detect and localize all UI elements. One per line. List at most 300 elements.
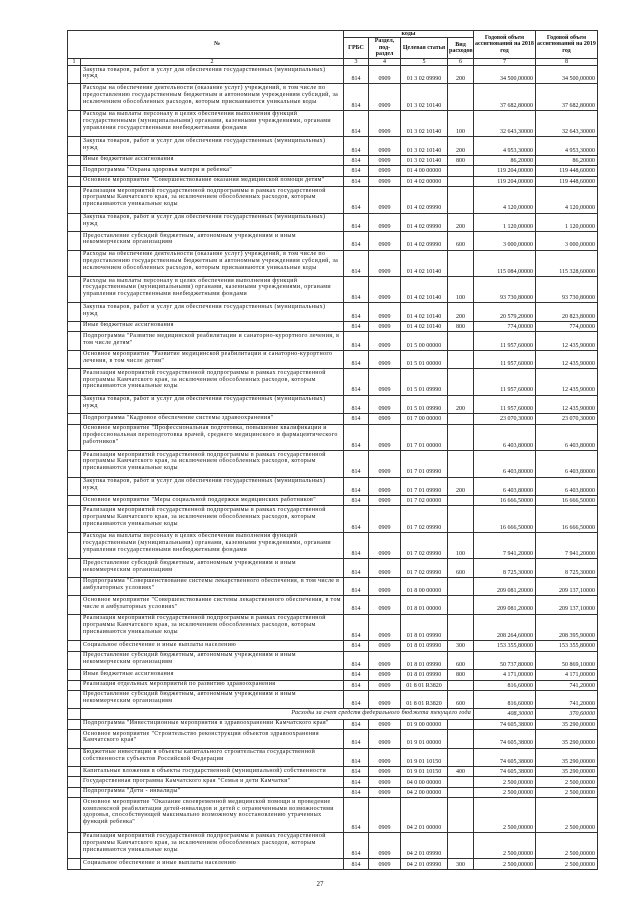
target-item-cell: 01 8 01 09990 bbox=[401, 614, 448, 640]
expense-type-cell bbox=[448, 166, 474, 176]
item-name-cell: Реализация мероприятий государственной подпрограммы в рамках государственной программы Камчатского края, за исключением обособленных расходов, которым присваиваются уникальные коды bbox=[81, 832, 344, 858]
amount-2019-cell: 86,20000 bbox=[536, 155, 598, 165]
section-cell: 0909 bbox=[369, 232, 401, 250]
amount-2018-cell: 209 081,20000 bbox=[474, 596, 536, 614]
row-number-cell bbox=[68, 477, 81, 495]
expense-type-cell: 200 bbox=[448, 137, 474, 155]
row-number-cell bbox=[68, 798, 81, 833]
amount-2018-cell: 50 737,80000 bbox=[474, 651, 536, 669]
amount-2018-cell: 6 403,80000 bbox=[474, 424, 536, 450]
row-number-cell bbox=[68, 787, 81, 797]
page-number: 27 bbox=[316, 880, 324, 888]
section-cell: 0909 bbox=[369, 730, 401, 748]
table-row bbox=[68, 369, 598, 395]
grbs-cell: 814 bbox=[344, 767, 369, 777]
amount-2019-cell: 6 403,80000 bbox=[536, 451, 598, 477]
expense-type-cell bbox=[448, 506, 474, 532]
grbs-cell: 814 bbox=[344, 84, 369, 110]
amount-2018-cell: 74 605,38000 bbox=[474, 748, 536, 766]
grbs-cell: 814 bbox=[344, 232, 369, 250]
grbs-cell: 814 bbox=[344, 832, 369, 858]
amount-2019-cell: 12 435,90000 bbox=[536, 350, 598, 368]
amount-2019-cell: 35 290,00000 bbox=[536, 730, 598, 748]
amount-2019-cell: 6 403,80000 bbox=[536, 424, 598, 450]
grbs-cell: 814 bbox=[344, 477, 369, 495]
target-item-cell: 01 9 01 10150 bbox=[401, 767, 448, 777]
row-number-cell bbox=[68, 532, 81, 558]
item-name-cell: Подпрограмма "Инвестиционные мероприятия в здравоохранении Камчатского края" bbox=[81, 719, 344, 729]
amount-2018-cell: 408,30000 bbox=[474, 709, 536, 719]
amount-2019-cell: 35 290,00000 bbox=[536, 719, 598, 729]
target-item-cell: 01 5 01 00000 bbox=[401, 350, 448, 368]
row-number-cell bbox=[68, 559, 81, 577]
expense-type-cell: 600 bbox=[448, 232, 474, 250]
expense-type-cell: 200 bbox=[448, 395, 474, 413]
table-row bbox=[68, 232, 598, 250]
expense-type-cell bbox=[448, 777, 474, 787]
item-name-cell: Основное мероприятие "Развитие медицинской реабилитации и санаторно-курортного лечения, в том числе детям" bbox=[81, 350, 344, 368]
item-name-cell: Иные бюджетные ассигнования bbox=[81, 670, 344, 680]
expense-type-cell bbox=[448, 596, 474, 614]
amount-2018-cell: 16 666,50000 bbox=[474, 506, 536, 532]
amount-2018-cell: 115 084,00000 bbox=[474, 250, 536, 276]
column-number: 2 bbox=[81, 58, 344, 65]
section-cell: 0909 bbox=[369, 532, 401, 558]
table-header bbox=[67, 30, 598, 66]
section-cell: 0909 bbox=[369, 559, 401, 577]
expense-type-cell bbox=[448, 832, 474, 858]
target-item-cell: 01 4 00 00000 bbox=[401, 166, 448, 176]
amount-2018-cell: 2 500,00000 bbox=[474, 787, 536, 797]
target-item-cell: 01 7 02 00000 bbox=[401, 496, 448, 506]
section-cell: 0909 bbox=[369, 832, 401, 858]
item-name-cell: Подпрограмма "Развитие медицинской реабилитации и санаторно-курортного лечения, в том числе детям" bbox=[81, 332, 344, 350]
row-number-cell bbox=[68, 651, 81, 669]
expense-type-cell bbox=[448, 84, 474, 110]
item-name-cell: Закупка товаров, работ и услуг для обеспечения государственных (муниципальных) нужд bbox=[81, 477, 344, 495]
expense-type-cell: 200 bbox=[448, 477, 474, 495]
amount-2019-cell: 1 120,00000 bbox=[536, 213, 598, 231]
row-number-cell bbox=[68, 250, 81, 276]
grbs-cell: 814 bbox=[344, 369, 369, 395]
section-cell: 0909 bbox=[369, 66, 401, 84]
grbs-cell: 814 bbox=[344, 496, 369, 506]
row-number-cell bbox=[68, 176, 81, 186]
table-row bbox=[68, 577, 598, 595]
amount-2019-cell: 208 395,90000 bbox=[536, 614, 598, 640]
row-number-cell bbox=[68, 832, 81, 858]
grbs-cell: 814 bbox=[344, 651, 369, 669]
amount-2019-cell: 6 403,80000 bbox=[536, 477, 598, 495]
expense-type-cell: 800 bbox=[448, 670, 474, 680]
item-name-cell: Подпрограмма "Охрана здоровья матери и ребенка" bbox=[81, 166, 344, 176]
expense-type-cell bbox=[448, 496, 474, 506]
amount-2018-cell: 4 171,00000 bbox=[474, 670, 536, 680]
grbs-cell: 814 bbox=[344, 614, 369, 640]
section-cell: 0909 bbox=[369, 748, 401, 766]
item-name-cell: Реализация мероприятий государственной подпрограммы в рамках государственной программы Камчатского края, за исключением обособленных расходов, которым присваиваются уникальные коды bbox=[81, 451, 344, 477]
amount-2018-cell: 1 120,00000 bbox=[474, 213, 536, 231]
row-number-cell bbox=[68, 350, 81, 368]
amount-2018-cell: 208 264,60000 bbox=[474, 614, 536, 640]
target-item-cell: 01 7 02 09990 bbox=[401, 506, 448, 532]
expense-type-cell bbox=[448, 787, 474, 797]
header-target-item: Целевая статья bbox=[401, 38, 448, 58]
expense-type-cell bbox=[448, 176, 474, 186]
section-cell: 0909 bbox=[369, 176, 401, 186]
amount-2019-cell: 119 448,60000 bbox=[536, 166, 598, 176]
expense-type-cell bbox=[448, 332, 474, 350]
amount-2018-cell: 4 953,30000 bbox=[474, 137, 536, 155]
table-row bbox=[68, 641, 598, 651]
section-cell: 0909 bbox=[369, 670, 401, 680]
item-name-cell: Подпрограмма "Совершенствование системы лекарственного обеспечения, в том числе в амбулаторных условиях" bbox=[81, 577, 344, 595]
table-row bbox=[68, 730, 598, 748]
target-item-cell: 04 2 00 00000 bbox=[401, 787, 448, 797]
item-name-cell: Реализация отдельных мероприятий по развитию здравоохранения bbox=[81, 680, 344, 690]
table-row bbox=[68, 424, 598, 450]
table-row bbox=[68, 350, 598, 368]
table-row bbox=[68, 532, 598, 558]
amount-2018-cell: 119 204,00000 bbox=[474, 176, 536, 186]
section-cell: 0909 bbox=[369, 651, 401, 669]
target-item-cell: 01 4 02 10140 bbox=[401, 277, 448, 303]
row-number-cell bbox=[68, 451, 81, 477]
table-row bbox=[68, 84, 598, 110]
section-cell: 0909 bbox=[369, 155, 401, 165]
column-number: 6 bbox=[448, 58, 474, 65]
section-cell: 0909 bbox=[369, 187, 401, 213]
row-number-cell bbox=[68, 690, 81, 708]
amount-2019-cell: 115 328,60000 bbox=[536, 250, 598, 276]
expense-type-cell: 200 bbox=[448, 213, 474, 231]
section-cell: 0909 bbox=[369, 451, 401, 477]
table-row bbox=[68, 559, 598, 577]
grbs-cell: 814 bbox=[344, 110, 369, 136]
grbs-cell: 814 bbox=[344, 137, 369, 155]
amount-2018-cell: 153 355,80000 bbox=[474, 641, 536, 651]
row-number-cell bbox=[68, 187, 81, 213]
amount-2019-cell: 12 435,90000 bbox=[536, 332, 598, 350]
amount-2019-cell: 119 448,60000 bbox=[536, 176, 598, 186]
table-row bbox=[68, 709, 598, 719]
section-cell: 0909 bbox=[369, 767, 401, 777]
amount-2018-cell: 2 500,00000 bbox=[474, 832, 536, 858]
row-number-cell bbox=[68, 155, 81, 165]
section-cell: 0909 bbox=[369, 690, 401, 708]
table-row bbox=[68, 414, 598, 424]
amount-2018-cell: 11 957,60000 bbox=[474, 332, 536, 350]
section-cell: 0909 bbox=[369, 798, 401, 833]
expense-type-cell bbox=[448, 414, 474, 424]
amount-2018-cell: 74 605,38000 bbox=[474, 730, 536, 748]
grbs-cell: 814 bbox=[344, 250, 369, 276]
amount-2019-cell: 3 000,00000 bbox=[536, 232, 598, 250]
grbs-cell: 814 bbox=[344, 787, 369, 797]
amount-2019-cell: 741,20000 bbox=[536, 690, 598, 708]
item-name-cell: Предоставление субсидий бюджетным, автономным учреждениям и иным некоммерческим организациям bbox=[81, 651, 344, 669]
expense-type-cell bbox=[448, 369, 474, 395]
row-number-cell bbox=[68, 303, 81, 321]
item-name-cell: Расходы на выплаты персоналу в целях обеспечения выполнения функций государственными (муниципальными) органами, казенными учреждениями, органами управления государственными внебюджетными фондами bbox=[81, 532, 344, 558]
row-number-cell bbox=[68, 414, 81, 424]
grbs-cell: 814 bbox=[344, 596, 369, 614]
amount-2019-cell: 153 355,80000 bbox=[536, 641, 598, 651]
row-number-cell bbox=[68, 777, 81, 787]
table-row bbox=[68, 166, 598, 176]
expense-type-cell bbox=[448, 680, 474, 690]
amount-2018-cell: 119 204,00000 bbox=[474, 166, 536, 176]
target-item-cell: 01 9 00 00000 bbox=[401, 719, 448, 729]
grbs-cell: 814 bbox=[344, 332, 369, 350]
row-number-cell bbox=[68, 506, 81, 532]
target-item-cell: 04 2 01 09990 bbox=[401, 859, 448, 870]
table-row bbox=[68, 250, 598, 276]
amount-2019-cell: 2 500,00000 bbox=[536, 859, 598, 870]
expense-type-cell: 200 bbox=[448, 66, 474, 84]
row-number-cell bbox=[68, 213, 81, 231]
target-item-cell: 01 3 02 10140 bbox=[401, 155, 448, 165]
item-name-cell: Основное мероприятие "Совершенствование оказания медицинской помощи детям" bbox=[81, 176, 344, 186]
grbs-cell: 814 bbox=[344, 395, 369, 413]
expense-type-cell: 400 bbox=[448, 767, 474, 777]
item-name-cell: Подпрограмма "Дети - инвалиды" bbox=[81, 787, 344, 797]
grbs-cell: 814 bbox=[344, 798, 369, 833]
amount-2018-cell: 20 579,20000 bbox=[474, 303, 536, 321]
table-row bbox=[68, 155, 598, 165]
row-number-cell bbox=[68, 767, 81, 777]
row-number-cell bbox=[68, 369, 81, 395]
target-item-cell: 01 4 02 09990 bbox=[401, 232, 448, 250]
grbs-cell: 814 bbox=[344, 213, 369, 231]
grbs-cell: 814 bbox=[344, 187, 369, 213]
column-number: 3 bbox=[344, 58, 369, 65]
grbs-cell: 814 bbox=[344, 690, 369, 708]
item-name-cell: Основное мероприятие "Совершенствование системы лекарственного обеспечения, в том числе в амбулаторных условиях" bbox=[81, 596, 344, 614]
section-cell: 0909 bbox=[369, 332, 401, 350]
grbs-cell: 814 bbox=[344, 730, 369, 748]
section-cell: 0909 bbox=[369, 777, 401, 787]
row-number-cell bbox=[68, 166, 81, 176]
table-row bbox=[68, 798, 598, 833]
expense-type-cell: 300 bbox=[448, 859, 474, 870]
item-name-cell: Предоставление субсидий бюджетным, автономным учреждениям и иным некоммерческим организациям bbox=[81, 232, 344, 250]
table-row bbox=[68, 187, 598, 213]
amount-2019-cell: 35 290,00000 bbox=[536, 767, 598, 777]
row-number-cell bbox=[68, 730, 81, 748]
item-name-cell: Реализация мероприятий государственной подпрограммы в рамках государственной программы Камчатского края, за исключением обособленных расходов, которым присваиваются уникальные коды bbox=[81, 369, 344, 395]
expense-type-cell: 800 bbox=[448, 321, 474, 331]
target-item-cell: 01 3 02 10140 bbox=[401, 84, 448, 110]
item-name-cell: Предоставление субсидий бюджетным, автономным учреждениям и иным некоммерческим организациям bbox=[81, 690, 344, 708]
table-row bbox=[68, 832, 598, 858]
amount-2018-cell: 11 957,60000 bbox=[474, 350, 536, 368]
row-number-cell bbox=[68, 596, 81, 614]
section-cell: 0909 bbox=[369, 496, 401, 506]
table-row bbox=[68, 614, 598, 640]
section-cell: 0909 bbox=[369, 506, 401, 532]
header-number: № bbox=[68, 31, 344, 59]
table-row bbox=[68, 332, 598, 350]
row-number-cell bbox=[68, 680, 81, 690]
target-item-cell: 01 5 01 09990 bbox=[401, 369, 448, 395]
amount-2019-cell: 209 137,10000 bbox=[536, 577, 598, 595]
table-row bbox=[68, 859, 598, 870]
amount-2019-cell: 4 171,00000 bbox=[536, 670, 598, 680]
grbs-cell: 814 bbox=[344, 350, 369, 368]
header-section: Раздел, под-раздел bbox=[369, 38, 401, 58]
amount-2019-cell: 2 500,00000 bbox=[536, 777, 598, 787]
target-item-cell: 01 3 02 10140 bbox=[401, 110, 448, 136]
amount-2019-cell: 34 500,00000 bbox=[536, 66, 598, 84]
section-cell: 0909 bbox=[369, 250, 401, 276]
amount-2018-cell: 6 403,80000 bbox=[474, 451, 536, 477]
expense-type-cell: 200 bbox=[448, 303, 474, 321]
grbs-cell: 814 bbox=[344, 532, 369, 558]
amount-2018-cell: 74 605,38000 bbox=[474, 767, 536, 777]
row-number-cell bbox=[68, 110, 81, 136]
row-number-cell bbox=[68, 748, 81, 766]
header-codes: коды bbox=[344, 31, 474, 38]
amount-2019-cell: 23 070,30000 bbox=[536, 414, 598, 424]
amount-2019-cell: 2 500,00000 bbox=[536, 798, 598, 833]
amount-2018-cell: 86,20000 bbox=[474, 155, 536, 165]
expense-type-cell bbox=[448, 451, 474, 477]
column-number: 7 bbox=[474, 58, 536, 65]
item-name-cell: Закупка товаров, работ и услуг для обеспечения государственных (муниципальных) нужд bbox=[81, 66, 344, 84]
amount-2018-cell: 74 605,38000 bbox=[474, 719, 536, 729]
section-cell: 0909 bbox=[369, 680, 401, 690]
target-item-cell: 01 3 02 09990 bbox=[401, 66, 448, 84]
target-item-cell: 01 3 02 10140 bbox=[401, 137, 448, 155]
item-name-cell: Предоставление субсидий бюджетным, автономным учреждениям и иным некоммерческим организациям bbox=[81, 559, 344, 577]
target-item-cell: 01 7 02 09990 bbox=[401, 559, 448, 577]
amount-2019-cell: 741,20000 bbox=[536, 680, 598, 690]
section-cell: 0909 bbox=[369, 303, 401, 321]
target-item-cell: 01 7 01 00000 bbox=[401, 424, 448, 450]
item-name-cell: Основное мероприятие "Строительство реконструкция объектов здравоохранения Камчатского края" bbox=[81, 730, 344, 748]
table-row bbox=[68, 213, 598, 231]
table-row bbox=[68, 777, 598, 787]
row-number-cell bbox=[68, 232, 81, 250]
row-number-cell bbox=[68, 641, 81, 651]
section-cell: 0909 bbox=[369, 424, 401, 450]
grbs-cell: 814 bbox=[344, 166, 369, 176]
expense-type-cell bbox=[448, 424, 474, 450]
amount-2018-cell: 37 682,80000 bbox=[474, 84, 536, 110]
target-item-cell: 01 9 01 10150 bbox=[401, 748, 448, 766]
amount-2018-cell: 34 500,00000 bbox=[474, 66, 536, 84]
section-cell: 0909 bbox=[369, 369, 401, 395]
target-item-cell: 01 8 00 00000 bbox=[401, 577, 448, 595]
section-cell: 0909 bbox=[369, 213, 401, 231]
target-item-cell: 01 9 01 00000 bbox=[401, 730, 448, 748]
table-row bbox=[68, 787, 598, 797]
column-number: 8 bbox=[536, 58, 598, 65]
section-cell: 0909 bbox=[369, 596, 401, 614]
amount-2018-cell: 3 000,00000 bbox=[474, 232, 536, 250]
target-item-cell: 01 7 01 09990 bbox=[401, 477, 448, 495]
grbs-cell: 814 bbox=[344, 155, 369, 165]
expense-type-cell: 300 bbox=[448, 641, 474, 651]
amount-2018-cell: 2 500,00000 bbox=[474, 798, 536, 833]
column-number: 4 bbox=[369, 58, 401, 65]
target-item-cell: 01 8 01 R3820 bbox=[401, 680, 448, 690]
table-row bbox=[68, 321, 598, 331]
grbs-cell: 814 bbox=[344, 748, 369, 766]
table-row bbox=[68, 690, 598, 708]
row-number-cell bbox=[68, 719, 81, 729]
target-item-cell: 01 4 02 09990 bbox=[401, 187, 448, 213]
amount-2019-cell: 16 666,50000 bbox=[536, 496, 598, 506]
amount-2018-cell: 16 666,50000 bbox=[474, 496, 536, 506]
target-item-cell: 01 4 02 00000 bbox=[401, 176, 448, 186]
expense-type-cell bbox=[448, 250, 474, 276]
table-row bbox=[68, 506, 598, 532]
amount-2018-cell: 7 941,20000 bbox=[474, 532, 536, 558]
expense-type-cell: 100 bbox=[448, 110, 474, 136]
budget-table bbox=[67, 30, 597, 870]
expense-type-cell: 100 bbox=[448, 277, 474, 303]
table-row bbox=[68, 66, 598, 84]
expense-type-cell bbox=[448, 614, 474, 640]
grbs-cell: 814 bbox=[344, 577, 369, 595]
table-row bbox=[68, 303, 598, 321]
row-number-cell bbox=[68, 859, 81, 870]
table-row bbox=[68, 651, 598, 669]
grbs-cell: 814 bbox=[344, 719, 369, 729]
item-name-cell: Расходы на выплаты персоналу в целях обеспечения выполнения функций государственными (муниципальными) органами, казенными учреждениями, органами управления государственными внебюджетными фондами bbox=[81, 110, 344, 136]
item-name-cell: Бюджетные инвестиции в объекты капитального строительства государственной собственности субъектов Российской Федерации bbox=[81, 748, 344, 766]
row-number-cell bbox=[68, 424, 81, 450]
target-item-cell: 01 4 02 09990 bbox=[401, 213, 448, 231]
grbs-cell: 814 bbox=[344, 859, 369, 870]
amount-2019-cell: 2 500,00000 bbox=[536, 787, 598, 797]
amount-2019-cell: 209 137,10000 bbox=[536, 596, 598, 614]
grbs-cell: 814 bbox=[344, 321, 369, 331]
grbs-cell: 814 bbox=[344, 641, 369, 651]
table-row bbox=[68, 680, 598, 690]
amount-2018-cell: 4 120,00000 bbox=[474, 187, 536, 213]
target-item-cell: 01 5 00 00000 bbox=[401, 332, 448, 350]
amount-2018-cell: 774,00000 bbox=[474, 321, 536, 331]
grbs-cell: 814 bbox=[344, 670, 369, 680]
column-number: 1 bbox=[68, 58, 81, 65]
section-cell: 0909 bbox=[369, 414, 401, 424]
item-name-cell: Государственная программа Камчатского края "Семья и дети Камчатки" bbox=[81, 777, 344, 787]
section-cell: 0909 bbox=[369, 641, 401, 651]
item-name-cell: Закупка товаров, работ и услуг для обеспечения государственных (муниципальных) нужд bbox=[81, 303, 344, 321]
table-row bbox=[68, 477, 598, 495]
amount-2018-cell: 6 403,80000 bbox=[474, 477, 536, 495]
expense-type-cell bbox=[448, 798, 474, 833]
item-name-cell: Реализация мероприятий государственной подпрограммы в рамках государственной программы Камчатского края, за исключением обособленных расходов, которым присваиваются уникальные коды bbox=[81, 187, 344, 213]
item-name-cell: Иные бюджетные ассигнования bbox=[81, 155, 344, 165]
amount-2018-cell: 32 643,30000 bbox=[474, 110, 536, 136]
amount-2018-cell: 8 725,30000 bbox=[474, 559, 536, 577]
expense-type-cell: 600 bbox=[448, 690, 474, 708]
grbs-cell: 814 bbox=[344, 777, 369, 787]
amount-2018-cell: 93 730,80000 bbox=[474, 277, 536, 303]
item-name-cell: Реализация мероприятий государственной подпрограммы в рамках государственной программы Камчатского края, за исключением обособленных расходов, которым присваиваются уникальные коды bbox=[81, 506, 344, 532]
target-item-cell: 04 2 01 09990 bbox=[401, 832, 448, 858]
item-name-cell: Основное мероприятие "Оказание своевременной медицинской помощи и проведение комплексной реабилитации детей-инвалидов и детей с ограниченными возможностями здоровья, способствующей максимально возможному восстановлению утраченных функций ребенка" bbox=[81, 798, 344, 833]
section-cell: 0909 bbox=[369, 395, 401, 413]
table-row bbox=[68, 277, 598, 303]
target-item-cell: 01 4 02 10140 bbox=[401, 321, 448, 331]
expense-type-cell: 800 bbox=[448, 155, 474, 165]
grbs-cell: 814 bbox=[344, 66, 369, 84]
